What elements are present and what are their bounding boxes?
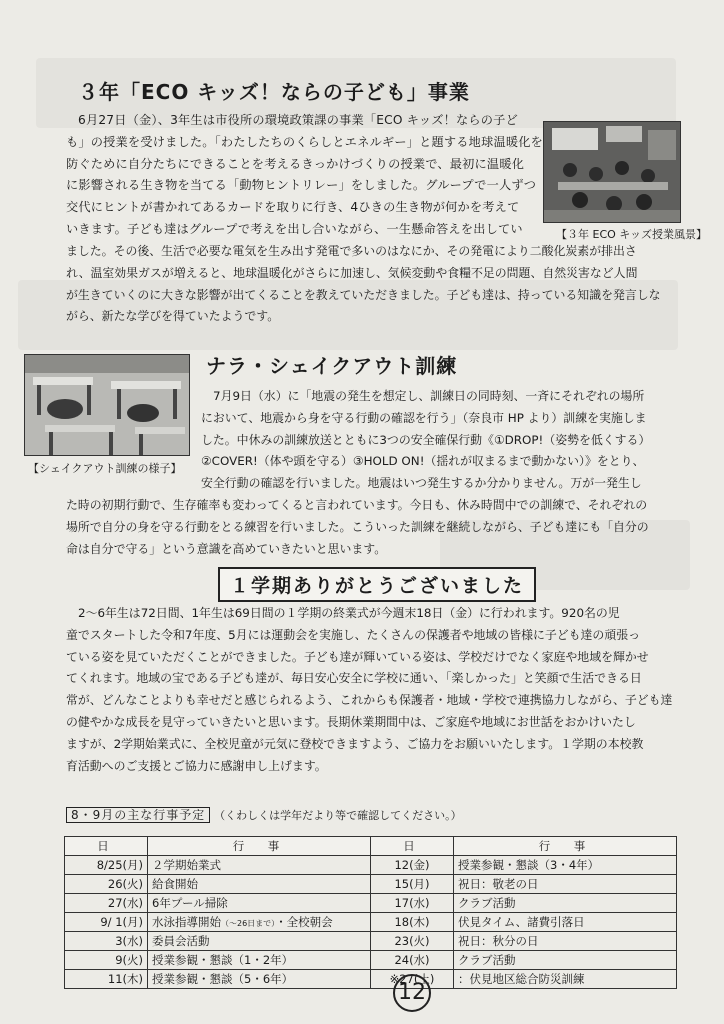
eco-line: れ、温室効果ガスが増えると、地球温暖化がさらに加速し、気候変動や食糧不足の問題、自然災害など人間 (66, 265, 638, 280)
shakeout-paragraph-part1 (201, 386, 701, 495)
event-text: 水泳指導開始 (152, 915, 221, 929)
table-row (65, 913, 677, 932)
event-cell: 授業参観・懇談（1・2年） (148, 951, 371, 970)
eco-line: ました。その後、生活で必要な電気を生み出す発電で多いのはなにか、その発電により二酸化炭素が排出さ (66, 244, 637, 258)
thanks-line: 育活動へのご支援とご協力に感謝申し上げます。 (66, 758, 327, 773)
shakeout-line: 安全行動の確認を行いました。地震はいつ発生するか分かりません。万が一発生し (201, 476, 642, 491)
schedule-title: 8・9月の主な行事予定 (66, 807, 210, 823)
event-cell: 6年プール掃除 (148, 894, 371, 913)
schedule-table (64, 836, 677, 989)
eco-paragraph-part2 (66, 241, 696, 328)
thanks-section-title: １学期ありがとうございました (218, 567, 536, 602)
thanks-line: 2～6年生は72日間、1年生は69日間の１学期の終業式が今週末18日（金）に行われます。920名の児 (78, 606, 620, 620)
event-cell: 授業参観・懇談（5・6年） (148, 970, 371, 989)
eco-class-photo (543, 121, 681, 223)
event-cell (148, 913, 371, 932)
shakeout-line: ②COVER!（体や頭を守る）③HOLD ON!（揺れが収まるまで動かない）》をとり、 (201, 454, 645, 469)
date-cell: 12(金) (371, 856, 454, 875)
date-cell: 9(火) (65, 951, 148, 970)
event-cell: 委員会活動 (148, 932, 371, 951)
date-cell: 9/ 1(月) (65, 913, 148, 932)
date-cell: 15(月) (371, 875, 454, 894)
date-cell: 18(木) (371, 913, 454, 932)
date-cell: 24(水) (371, 951, 454, 970)
thanks-line: てくれます。地域の宝である子ども達が、毎日安心安全に学校に通い、「楽しかった」と笑顔で生活できる日 (66, 671, 642, 686)
thanks-line: の健やかな成長を見守っていきたいと思います。長期休業期間中は、ご家庭や地域にお世話をおかけいたし (66, 714, 636, 729)
eco-line: 交代にヒントが書かれてあるカードを取りに行き、4ひきの生き物が何かを考えて (66, 200, 520, 215)
event-cell: 授業参観・懇談（3・4年） (454, 856, 677, 875)
eco-paragraph-part1 (66, 110, 546, 241)
thanks-line: ている姿を見ていただくことができました。子ども達が輝いている姿は、学校だけでなく家庭や地域を輝かせ (66, 649, 649, 664)
eco-line: が生きていくのに大きな影響が出てくることを教えていただきました。子ども達は、持っている知識を発言しな (66, 287, 661, 302)
thanks-line: 童でスタートした令和7年度、5月には運動会を実施し、たくさんの保護者や地域の皆様に子ども達の頑張っ (66, 627, 640, 642)
table-row (65, 970, 677, 989)
schedule-header-row (65, 837, 677, 856)
event-cell: 伏見タイム、諸費引落日 (454, 913, 677, 932)
event-cell: ２学期始業式 (148, 856, 371, 875)
table-row (65, 875, 677, 894)
shakeout-photo-caption: 【シェイクアウト訓練の様子】 (28, 462, 182, 475)
shakeout-line: において、地震から身を守る行動の確認を行う」（奈良市 HP より）訓練を実施しま (201, 410, 647, 425)
eco-class-photo-image (544, 122, 680, 222)
header-date-1: 日 (65, 837, 148, 856)
header-event-2: 行 事 (454, 837, 677, 856)
shakeout-paragraph-part2 (66, 495, 696, 560)
shakeout-line: 7月9日（水）に「地震の発生を想定し、訓練日の同時刻、一斉にそれぞれの場所 (213, 389, 645, 403)
date-cell: 11(木) (65, 970, 148, 989)
event-cell: クラブ活動 (454, 894, 677, 913)
event-cell: ：伏見地区総合防災訓練 (454, 970, 677, 989)
shakeout-line: た時の初期行動で、生存確率も変わってくると言われています。今日も、休み時間中での訓練で、それぞれの (66, 498, 648, 512)
shakeout-line: 場所で自分の身を守る行動をとる練習を行いました。こういった訓練を継続しながら、子ども達にも「自分の (66, 519, 649, 534)
schedule-note: （くわしくは学年だより等で確認してください。） (214, 809, 462, 822)
thanks-paragraph (66, 603, 696, 777)
schedule-heading (66, 806, 462, 823)
eco-line: に影響される生き物を当てる「動物ヒントリレー」をしました。グループで一人ずつ (66, 178, 537, 193)
shakeout-photo (24, 354, 190, 456)
table-row (65, 894, 677, 913)
eco-line: も」の授業を受けました。「わたしたちのくらしとエネルギー」と題する地球温暖化を (66, 134, 544, 149)
eco-line: 防ぐために自分たちにできることを考えるきっかけづくりの授業で、最初に温暖化 (66, 156, 525, 171)
date-cell: 26(火) (65, 875, 148, 894)
shakeout-line: 命は自分で守る」という意識を高めていきたいと思います。 (66, 541, 387, 556)
eco-photo-caption: 【３年 ECO キッズ授業風景】 (556, 228, 708, 241)
table-row (65, 856, 677, 875)
event-small-note: （～26日まで） (221, 919, 276, 928)
eco-line: 6月27日（金）、3年生は市役所の環境政策課の事業「ECO キッズ！ならの子ど (78, 113, 518, 127)
page-number: 12 (393, 974, 431, 1012)
date-cell: 27(水) (65, 894, 148, 913)
date-cell: 23(火) (371, 932, 454, 951)
eco-line: いきます。子ども達はグループで考えを出し合いながら、一生懸命答えを出してい (66, 221, 523, 236)
event-cell: 給食開始 (148, 875, 371, 894)
thanks-line: 常が、どんなことよりも幸せだと感じられるよう、これからも保護者・地域・学校で連携協力しながら、子ども達 (66, 693, 673, 708)
event-cell: 祝日：秋分の日 (454, 932, 677, 951)
event-cell: 祝日：敬老の日 (454, 875, 677, 894)
eco-line: がら、新たな学びを得ていたようです。 (66, 309, 280, 324)
event-text-tail: ・全校朝会 (275, 915, 333, 929)
shakeout-photo-image (25, 355, 189, 455)
date-cell: 17(水) (371, 894, 454, 913)
table-row (65, 951, 677, 970)
date-cell: 8/25(月) (65, 856, 148, 875)
date-cell: 3(水) (65, 932, 148, 951)
table-row (65, 932, 677, 951)
header-event-1: 行 事 (148, 837, 371, 856)
event-cell: クラブ活動 (454, 951, 677, 970)
thanks-line: ますが、2学期始業式に、全校児童が元気に登校できますよう、ご協力をお願いいたします。１学期の本校教 (66, 736, 644, 751)
header-date-2: 日 (371, 837, 454, 856)
eco-section-title: ３年「ECO キッズ！ならの子ども」事業 (78, 80, 470, 104)
shakeout-section-title: ナラ・シェイクアウト訓練 (206, 354, 458, 378)
shakeout-line: した。中休みの訓練放送とともに3つの安全確保行動《①DROP!（姿勢を低くする） (201, 432, 651, 447)
date-cell: ※27(土) (371, 970, 454, 989)
